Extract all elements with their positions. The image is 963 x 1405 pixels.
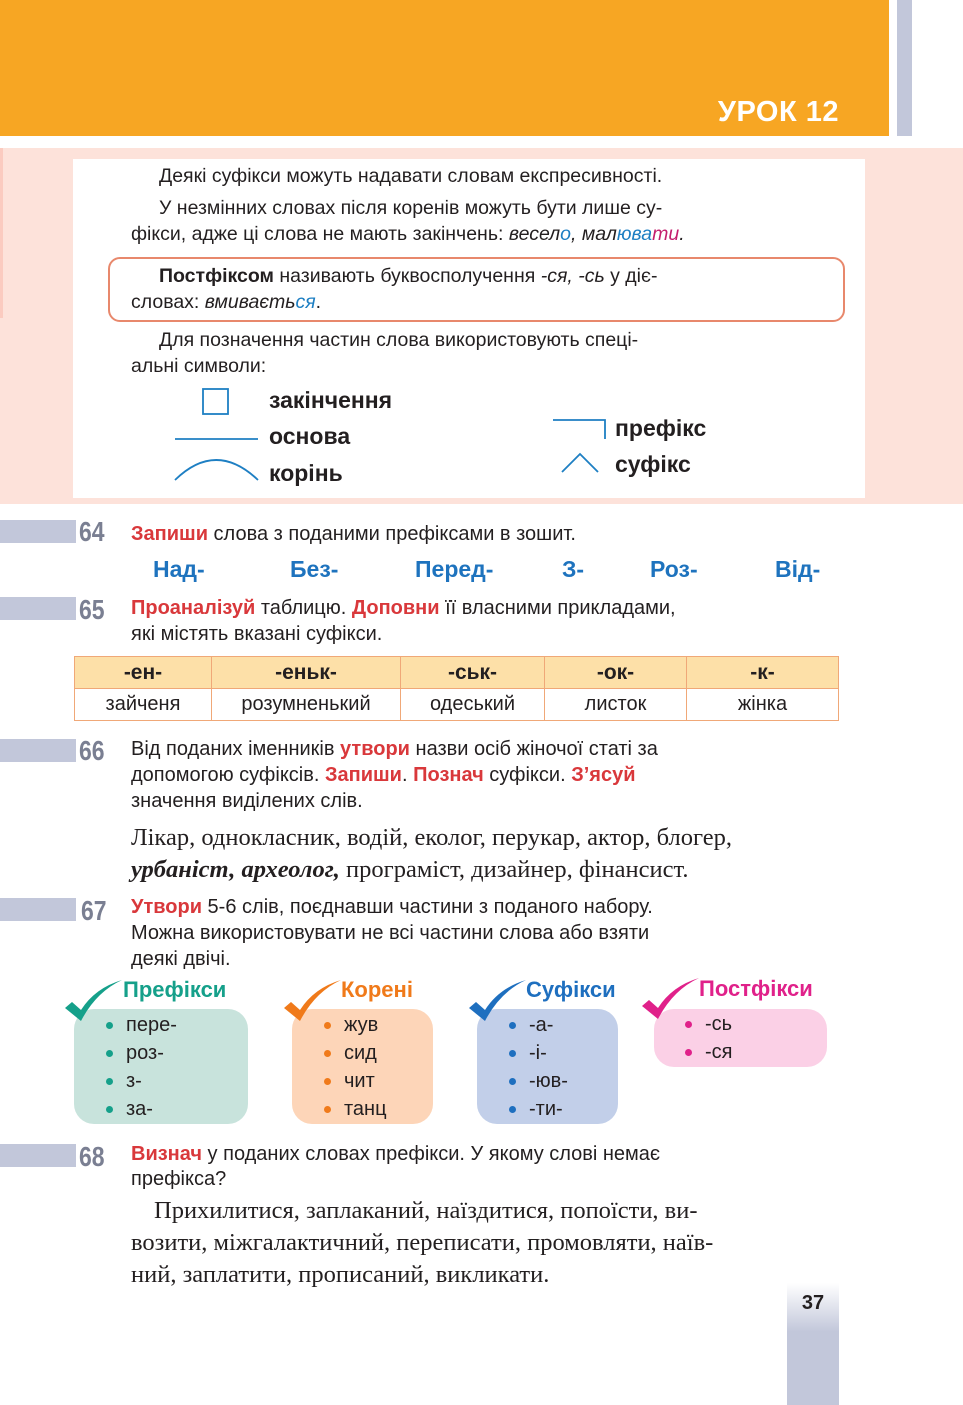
exercise-text: 5-6 слів, поєднавши частини з поданого набору. — [202, 896, 653, 918]
exercise-text: суфікси. — [483, 764, 572, 786]
postfix-text: називають буквосполучення — [273, 265, 541, 287]
exercise-64-bar — [0, 520, 76, 543]
example-ending: ти — [652, 223, 680, 245]
root-symbol-icon — [175, 460, 258, 480]
exercise-66-bar — [0, 739, 76, 762]
exercise-text: . — [401, 764, 414, 786]
command-word: Проаналізуй — [131, 597, 256, 619]
prefix-item: Перед- — [415, 556, 494, 582]
command-word: утвори — [340, 738, 410, 760]
exercise-text: у поданих словах префікси. У якому слові немає — [202, 1143, 661, 1165]
exercise-65-line-1 — [131, 595, 676, 621]
exercise-68-words-line-3: ний, заплатити, прописаний, викликати. — [131, 1261, 550, 1288]
prefix-item: Над- — [153, 556, 205, 582]
suffix-cell: -еньк- — [212, 657, 401, 689]
command-word: З’ясуй — [571, 764, 636, 786]
suffix-cell: -ськ- — [401, 657, 545, 689]
list-item: -ти- — [507, 1095, 568, 1123]
exercise-64-number: 64 — [79, 516, 105, 547]
theory-paragraph-2-line-1: У незмінних словах після коренів можуть бути лише су- — [159, 197, 663, 219]
exercise-68-number: 68 — [79, 1141, 105, 1172]
list-item: -сь — [683, 1010, 733, 1038]
roots-group-title: Корені — [341, 977, 413, 1002]
prefix-item: Без- — [290, 556, 339, 582]
exercise-65-line-2: які містять вказані суфікси. — [131, 623, 383, 645]
postfix-example-base: вмиваєть — [204, 291, 296, 313]
prefix-item: Роз- — [650, 556, 698, 582]
suffix-symbol-icon — [562, 454, 598, 472]
theory-paragraph-2-line-2 — [131, 221, 685, 248]
list-item: -а- — [507, 1011, 568, 1039]
ending-symbol-icon — [203, 389, 228, 414]
symbols-left-icons — [170, 385, 270, 490]
postfix-text: у діє- — [604, 265, 658, 287]
exercise-68-bar — [0, 1144, 76, 1167]
exercise-66-words-line-1: Лікар, однокласник, водій, еколог, перукар, актор, блогер, — [131, 824, 732, 851]
symbol-label-prefix: префікс — [615, 415, 707, 441]
suffix-table-example-row — [75, 689, 839, 721]
command-word: Доповни — [351, 597, 440, 619]
example-root: весел — [508, 223, 561, 245]
command-word: Запиши — [131, 523, 208, 545]
exercise-67-line-2: Можна використовувати не всі частини слова або взяти — [131, 922, 650, 944]
lesson-title: УРОК 12 — [717, 96, 839, 128]
example-cell: листок — [545, 689, 687, 721]
exercise-text: її власними прикладами, — [439, 597, 676, 619]
exercise-65-bar — [0, 597, 76, 620]
list-item: -юв- — [507, 1067, 568, 1095]
command-word: Визнач — [131, 1143, 202, 1165]
suffix-table-header-row — [75, 657, 839, 689]
suffixes-group-title: Суфікси — [526, 977, 616, 1002]
command-word: Познач — [413, 764, 484, 786]
exercise-text: таблицю. — [255, 597, 352, 619]
prefix-symbol-icon — [553, 420, 605, 439]
theory-text: фікси, адже ці слова не мають закінчень: — [131, 223, 509, 245]
suffix-cell: -к- — [687, 657, 839, 689]
prefixes-group-title: Префікси — [123, 977, 227, 1002]
prefix-item: З- — [562, 556, 585, 582]
exercise-68-words-line-1: Прихилитися, заплаканий, наїздитися, попоїсти, ви- — [154, 1197, 698, 1224]
prefix-item: Від- — [775, 556, 821, 582]
list-item: з- — [104, 1067, 177, 1095]
symbols-right-icons — [550, 412, 615, 477]
list-item: -і- — [507, 1039, 568, 1067]
exercise-68-line-2: префікса? — [131, 1168, 227, 1190]
exercise-text: Від поданих іменників — [131, 738, 341, 760]
exercise-67-bar — [0, 898, 76, 921]
exercise-66-line-2 — [131, 762, 636, 788]
example-suffix: о — [560, 223, 572, 245]
exercise-text: допомогою суфіксів. — [131, 764, 325, 786]
suffixes-list — [507, 1011, 568, 1123]
postfix-line-1 — [159, 263, 657, 290]
postfix-forms: -ся, -сь — [540, 265, 605, 287]
words-text: програміст, дизайнер, фінансист. — [339, 856, 689, 883]
example-cell: розумненький — [212, 689, 401, 721]
postfix-example-postfix: ся — [295, 291, 316, 313]
list-item: сид — [322, 1039, 387, 1067]
list-item: жув — [322, 1011, 387, 1039]
suffix-cell: -ен- — [75, 657, 212, 689]
comma: , — [571, 223, 582, 245]
symbol-label-ending: закінчення — [269, 387, 393, 413]
list-item: -ся — [683, 1038, 733, 1066]
suffix-table — [74, 656, 839, 721]
roots-list — [322, 1011, 387, 1123]
exercise-66-line-1 — [131, 736, 658, 762]
example-cell: зайченя — [75, 689, 212, 721]
postfix-line-2 — [131, 289, 321, 316]
list-item: чит — [322, 1067, 387, 1095]
exercise-68-words-line-2: возити, міжгалактичний, переписати, промовляти, наїв- — [131, 1229, 714, 1256]
exercise-66-number: 66 — [79, 735, 105, 766]
postfixes-list — [683, 1010, 733, 1066]
exercise-64-text — [131, 521, 576, 547]
symbols-intro-line-1: Для позначення частин слова використовують спеці- — [159, 329, 639, 351]
example-root: мал — [581, 223, 617, 245]
header-side-strip — [897, 0, 912, 136]
postfixes-group-title: Постфікси — [699, 976, 813, 1001]
exercise-67-line-3: деякі двічі. — [131, 948, 231, 970]
list-item: роз- — [104, 1039, 177, 1067]
exercise-68-line-1 — [131, 1141, 660, 1167]
period: . — [679, 223, 685, 245]
command-word: Запиши — [324, 764, 402, 786]
example-cell: одеський — [401, 689, 545, 721]
theory-paragraph-1: Деякі суфікси можуть надавати словам експресивності. — [159, 165, 663, 187]
example-suffix: юва — [616, 223, 653, 245]
postfix-text: словах: — [131, 291, 205, 313]
list-item: за- — [104, 1095, 177, 1123]
highlighted-words: урбаніст, археолог, — [131, 856, 340, 883]
suffix-cell: -ок- — [545, 657, 687, 689]
list-item: танц — [322, 1095, 387, 1123]
list-item: пере- — [104, 1011, 177, 1039]
page-number: 37 — [801, 1292, 825, 1314]
exercise-65-number: 65 — [79, 594, 105, 625]
symbol-label-stem: основа — [269, 423, 351, 449]
command-word: Утвори — [131, 896, 202, 918]
symbols-intro-line-2: альні символи: — [131, 355, 267, 377]
symbol-label-suffix: суфікс — [615, 451, 691, 477]
postfix-term: Постфіксом — [159, 265, 274, 287]
theory-edge — [0, 148, 3, 318]
exercise-66-line-3: значення виділених слів. — [131, 790, 363, 812]
exercise-67-line-1 — [131, 894, 653, 920]
exercise-66-words-line-2 — [131, 854, 689, 886]
example-cell: жінка — [687, 689, 839, 721]
exercise-67-number: 67 — [81, 895, 107, 926]
prefixes-list — [104, 1011, 177, 1123]
symbol-label-root: корінь — [269, 460, 343, 486]
exercise-text: слова з поданими префіксами в зошит. — [208, 523, 576, 545]
period: . — [315, 291, 322, 313]
exercise-text: назви осіб жіночої статі за — [409, 738, 658, 760]
